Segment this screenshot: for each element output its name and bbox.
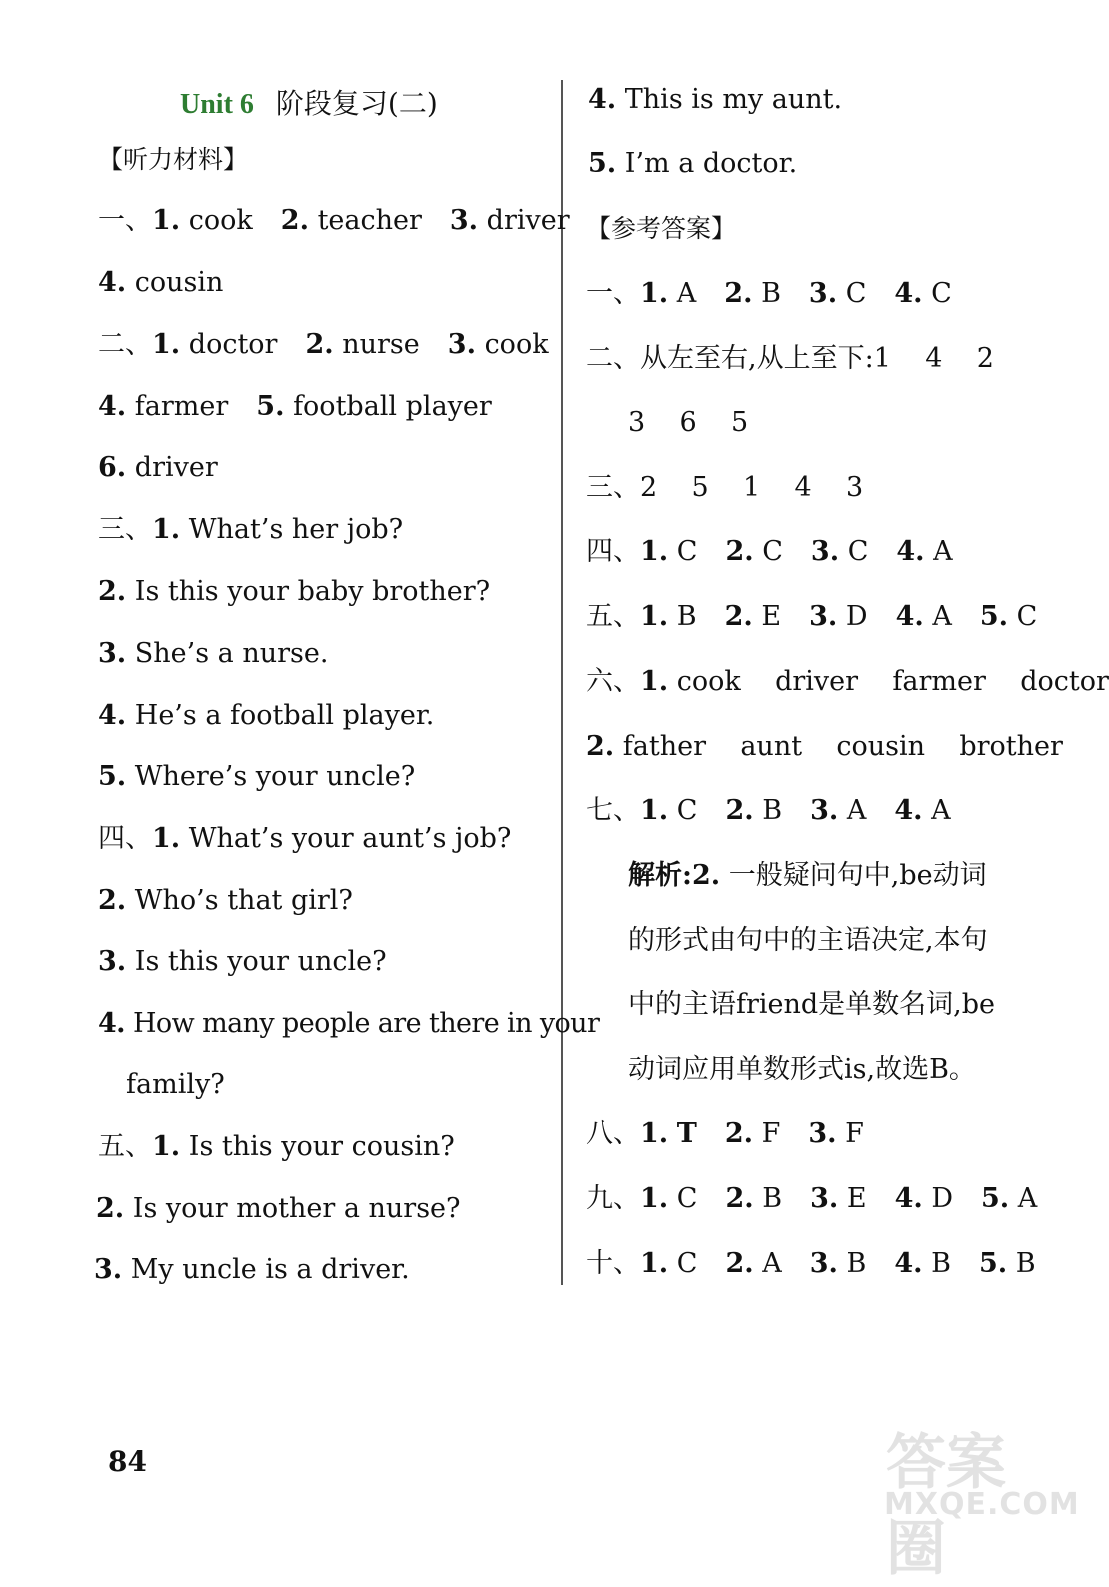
page-number: 84 (108, 1445, 147, 1478)
item-text: D (931, 1183, 954, 1214)
item-num: 4. (588, 84, 617, 115)
item-num: 3. (447, 329, 476, 360)
analysis-text: 一般疑问句中,be动词 (728, 860, 987, 891)
item-num: 2. (725, 795, 754, 826)
item-text: What’s your aunt’s job? (188, 823, 512, 854)
answer-row-1 (586, 277, 952, 311)
answer-row-10 (586, 1247, 1036, 1281)
item-num: 3. (809, 601, 838, 632)
item-text: A (762, 1248, 782, 1279)
item-text: A (933, 536, 953, 567)
left-s4-line3 (98, 945, 387, 979)
answer-row-2 (586, 342, 994, 376)
section-number: 三、 (586, 472, 640, 503)
section-number: 九、 (586, 1183, 640, 1214)
item-num: 2. (98, 576, 127, 607)
section-number: 十、 (586, 1248, 640, 1279)
right-cont-line2 (588, 147, 797, 181)
answer-row-9 (586, 1182, 1037, 1216)
left-s4-line4-cont: family? (126, 1069, 225, 1100)
item-num: 2. (586, 731, 615, 762)
item-num: 4. (98, 700, 127, 731)
section-number: 一、 (98, 205, 152, 236)
item-num: 1. (640, 666, 669, 697)
item-text: B (762, 1183, 783, 1214)
item-num: 1. (152, 1131, 181, 1162)
item-text: B (1015, 1248, 1036, 1279)
section-number: 八、 (586, 1118, 640, 1149)
item-num: 2. (280, 205, 309, 236)
item-num: 3. (98, 946, 127, 977)
item-num: 2. (98, 885, 127, 916)
item-num: 3. (98, 638, 127, 669)
left-s4-line2 (98, 884, 353, 918)
item-text: Is this your uncle? (134, 946, 387, 977)
item-text: 2 5 1 4 3 (640, 472, 864, 503)
item-text: T (676, 1118, 697, 1149)
item-text: Is your mother a nurse? (132, 1193, 461, 1224)
item-text: This is my aunt. (624, 84, 843, 115)
item-text: farmer (134, 391, 229, 422)
item-text: nurse (342, 329, 420, 360)
item-text: driver (134, 452, 218, 483)
item-text: B (846, 1248, 867, 1279)
item-num: 3. (809, 1248, 838, 1279)
item-num: 3. (449, 205, 479, 236)
right-cont-line1 (588, 83, 842, 117)
answer-row-4 (586, 535, 953, 569)
item-num: 2. (725, 1183, 754, 1214)
item-text: What’s her job? (188, 514, 404, 545)
item-num: 4. (894, 1248, 923, 1279)
item-text: C (931, 278, 952, 309)
answer-row-3 (586, 471, 863, 505)
left-s3-line2 (98, 575, 490, 609)
item-num: 1. (640, 536, 669, 567)
column-divider (561, 80, 563, 1285)
item-text: C (1016, 601, 1038, 632)
item-num: 1. (152, 823, 181, 854)
item-num: 4. (895, 601, 924, 632)
answers-header: 【参考答案】 (586, 214, 737, 243)
item-text: D (845, 601, 868, 632)
item-text: Where’s your uncle? (134, 761, 416, 792)
item-num: 5. (588, 148, 617, 179)
left-s3-line3 (98, 637, 328, 671)
left-s1-row2 (98, 266, 223, 300)
item-text: C (676, 795, 698, 826)
item-text: B (761, 278, 781, 309)
watermark-logo (884, 1415, 1080, 1584)
item-num: 5. (979, 601, 1009, 632)
item-text: C (676, 1248, 698, 1279)
item-text: How many people are there in your (132, 1008, 600, 1039)
item-text: C (676, 1183, 698, 1214)
item-num: 2. (305, 329, 334, 360)
left-s4-line1 (98, 822, 511, 856)
page-title (180, 82, 438, 122)
left-s5-line3 (94, 1253, 410, 1287)
item-num: 4. (894, 1183, 923, 1214)
item-text: My uncle is a driver. (130, 1254, 410, 1285)
item-text: 从左至右,从上至下: (640, 343, 874, 374)
section-number: 五、 (586, 601, 640, 632)
item-num: 2. (96, 1193, 125, 1224)
item-text: I’m a doctor. (624, 148, 798, 179)
item-text: C (676, 536, 698, 567)
answer-row-8 (586, 1117, 864, 1151)
item-num: 5. (981, 1183, 1010, 1214)
item-text: She’s a nurse. (134, 638, 329, 669)
item-num: 4. (896, 536, 925, 567)
item-num: 4. (894, 278, 923, 309)
item-text: teacher (317, 205, 422, 236)
left-s5-line1 (98, 1130, 455, 1164)
listening-header: 【听力材料】 (98, 145, 249, 174)
item-text: C (845, 278, 867, 309)
item-text: E (846, 1183, 867, 1214)
left-s4-line4 (98, 1007, 599, 1041)
item-num: 1. (640, 1183, 669, 1214)
analysis-label: 解析: (628, 860, 692, 891)
answer-row-7 (586, 794, 951, 828)
item-text: Is this your cousin? (188, 1131, 455, 1162)
section-number: 四、 (98, 823, 152, 854)
item-text: driver (486, 205, 570, 236)
item-text: C (847, 536, 869, 567)
left-s2-row2 (98, 390, 492, 424)
left-s3-line4 (98, 699, 434, 733)
item-num: 2. (725, 1248, 754, 1279)
item-num: 4. (98, 391, 127, 422)
item-num: 1. (640, 1118, 669, 1149)
item-text: He’s a football player. (134, 700, 435, 731)
watermark-logo-text: 答案圈 (886, 1428, 1006, 1584)
answer-row-6-line2 (586, 730, 1063, 764)
item-text: B (676, 601, 697, 632)
answer-row-6 (586, 665, 1109, 699)
section-number: 七、 (586, 795, 640, 826)
item-num: 4. (98, 267, 127, 298)
item-num: 3. (810, 536, 840, 567)
section-title: 阶段复习(二) (275, 87, 438, 120)
item-num: 3. (810, 1183, 839, 1214)
answer-row-2-cont: 3 6 5 (628, 407, 749, 438)
item-text: B (931, 1248, 951, 1279)
item-text: cook driver farmer doctor (676, 666, 1109, 697)
item-num: 1. (640, 601, 669, 632)
item-text: football player (293, 391, 492, 422)
item-text: cousin (134, 267, 224, 298)
item-num: 4. (894, 795, 923, 826)
item-text: A (932, 601, 952, 632)
section-number: 五、 (98, 1131, 152, 1162)
analysis-line2: 的形式由句中的主语决定,本句 (628, 925, 988, 956)
item-text: E (761, 601, 782, 632)
item-text: doctor (188, 329, 278, 360)
item-text: A (1017, 1183, 1038, 1214)
analysis-line4: 动词应用单数形式is,故选B。 (628, 1054, 976, 1085)
section-number: 三、 (98, 514, 152, 545)
item-num: 5. (98, 761, 127, 792)
item-text: F (761, 1118, 781, 1149)
item-text: Who’s that girl? (134, 885, 353, 916)
analysis-line3: 中的主语friend是单数名词,be (628, 989, 996, 1020)
left-s3-line1 (98, 513, 403, 547)
left-s3-line5 (98, 760, 415, 794)
section-number: 二、 (586, 343, 640, 374)
section-number: 二、 (98, 329, 152, 360)
item-text: cook (484, 329, 549, 360)
item-num: 2. (724, 601, 753, 632)
item-text: A (676, 278, 697, 309)
item-num: 4. (98, 1008, 125, 1039)
section-number: 一、 (586, 278, 640, 309)
item-num: 3. (94, 1254, 123, 1285)
watermark-site-text: MXQE.COM (884, 1487, 1080, 1522)
item-num: 3. (808, 278, 838, 309)
item-num: 1. (640, 1248, 669, 1279)
left-s2-row3 (98, 451, 218, 485)
item-text: father aunt cousin brother (622, 731, 1063, 762)
analysis-line1 (628, 859, 987, 893)
answer-row-5 (586, 600, 1037, 634)
section-number: 六、 (586, 666, 640, 697)
item-num: 6. (98, 452, 127, 483)
item-num: 1. (152, 205, 181, 236)
item-num: 3. (808, 1118, 837, 1149)
item-num: 5. (978, 1248, 1008, 1279)
section-number: 四、 (586, 536, 640, 567)
item-num: 2. (691, 860, 721, 891)
item-text: F (845, 1118, 864, 1149)
left-s5-line2 (96, 1192, 461, 1226)
item-num: 1. (152, 514, 181, 545)
item-text: C (762, 536, 783, 567)
unit-label: Unit 6 (180, 89, 254, 120)
item-text: 1 4 2 (873, 343, 994, 374)
item-text: A (931, 795, 951, 826)
left-s2-row1 (98, 328, 549, 362)
item-num: 2. (724, 1118, 754, 1149)
item-num: 5. (256, 391, 285, 422)
item-text: cook (188, 205, 253, 236)
left-s1-row1 (98, 204, 570, 238)
item-num: 1. (152, 329, 181, 360)
item-num: 2. (724, 278, 753, 309)
item-num: 1. (640, 278, 669, 309)
item-text: Is this your baby brother? (134, 576, 491, 607)
item-num: 1. (640, 795, 669, 826)
item-num: 2. (725, 536, 754, 567)
item-num: 3. (810, 795, 839, 826)
item-text: B (762, 795, 783, 826)
item-text: A (846, 795, 867, 826)
